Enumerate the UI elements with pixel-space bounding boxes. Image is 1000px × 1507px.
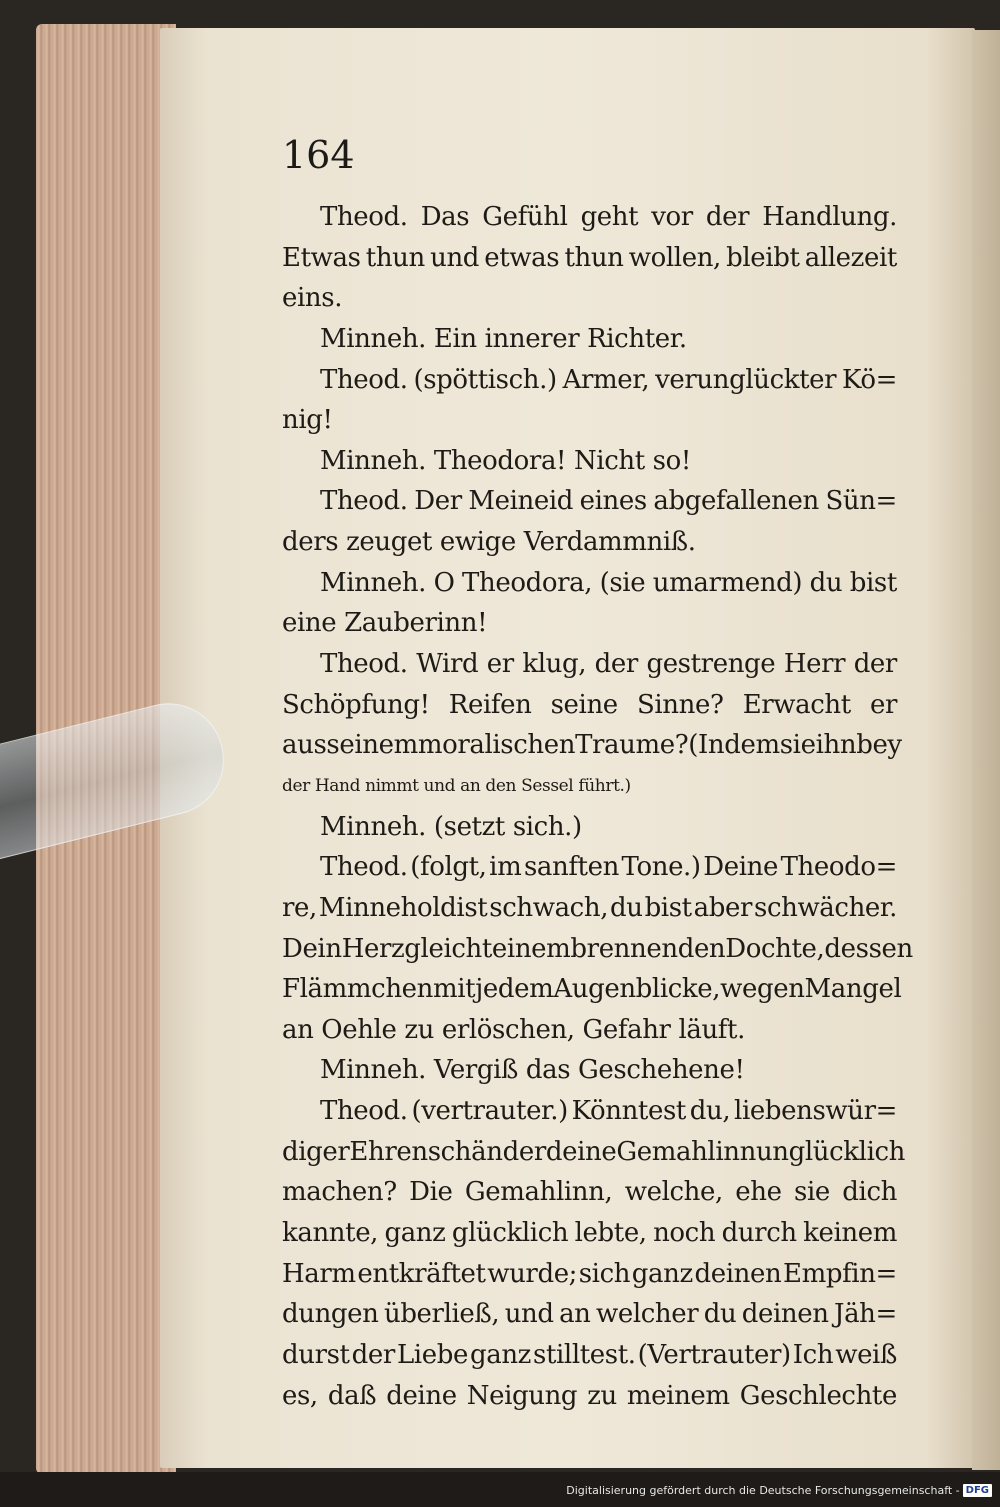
text-line: Theod. Der Meineid eines abgefallenen Sün= — [320, 486, 897, 517]
text-line: durst der Liebe ganz stilltest. (Vertrauter) Ich weiß — [282, 1339, 897, 1370]
text-line: Minneh. Ein innerer Richter. — [320, 323, 687, 354]
text-line: Theod. (spöttisch.) Armer, verunglückter Kö= — [320, 364, 897, 395]
text-line: Harm entkräftet wurde; sich ganz deinen Empfin= — [282, 1258, 897, 1289]
facing-page-edge — [972, 30, 1000, 1470]
text-line: Theod. Das Gefühl geht vor der Handlung. — [320, 202, 897, 232]
text-line: machen? Die Gemahlinn, welche, ehe sie dich — [282, 1177, 897, 1208]
text-line: es, daß deine Neigung zu meinem Geschlechte — [282, 1380, 897, 1411]
text-line: Dein Herz gleicht einem brennenden Dochte, dessen — [282, 933, 913, 964]
text-line: Schöpfung! Reifen seine Sinne? Erwacht er — [282, 689, 897, 720]
text-line: Theod. (vertrauter.) Könntest du, liebenswür= — [320, 1096, 897, 1127]
text-line: kannte, ganz glücklich lebte, noch durch keinem — [282, 1218, 897, 1249]
page-number: 164 — [282, 133, 355, 177]
digitization-credit — [566, 1484, 992, 1497]
text-line: Minneh. Vergiß das Geschehene! — [320, 1055, 745, 1086]
text-line: an Oehle zu erlöschen, Gefahr läuft. — [282, 1014, 745, 1045]
credit-text: Digitalisierung gefördert durch die Deutsche Forschungsgemeinschaft - — [566, 1484, 960, 1497]
text-line: Etwas thun und etwas thun wollen, bleibt allezeit — [282, 242, 897, 273]
dfg-logo: DFG — [963, 1484, 992, 1497]
text-line: nig! — [282, 405, 333, 436]
text-line: ders zeuget ewige Verdammniß. — [282, 527, 696, 558]
text-line: aus seinem moralischen Traume? (Indem sie ihn bey — [282, 730, 902, 761]
text-line: re, Minneholdist schwach, du bist aber schwächer. — [282, 892, 897, 923]
text-line: Theod. Wird er klug, der gestrenge Herr der — [320, 649, 897, 680]
text-line: Minneh. (setzt sich.) — [320, 811, 582, 842]
text-line: eine Zauberinn! — [282, 608, 488, 639]
text-line: dungen überließ, und an welcher du deinen Jäh= — [282, 1299, 897, 1330]
text-line: eins. — [282, 283, 343, 314]
page-text — [282, 197, 913, 1416]
text-line: Theod. (folgt, im sanften Tone.) Deine Theodo= — [320, 852, 897, 883]
text-line: Minneh. Theodora! Nicht so! — [320, 445, 691, 476]
text-line: der Hand nimmt und an den Sessel führt.) — [282, 775, 631, 796]
text-line: diger Ehrenschänder deine Gemahlinn unglücklich — [282, 1136, 905, 1167]
text-line: Minneh. O Theodora, (sie umarmend) du bist — [320, 567, 897, 598]
text-line: Flämmchen mit jedem Augenblicke, wegen Mangel — [282, 974, 902, 1005]
